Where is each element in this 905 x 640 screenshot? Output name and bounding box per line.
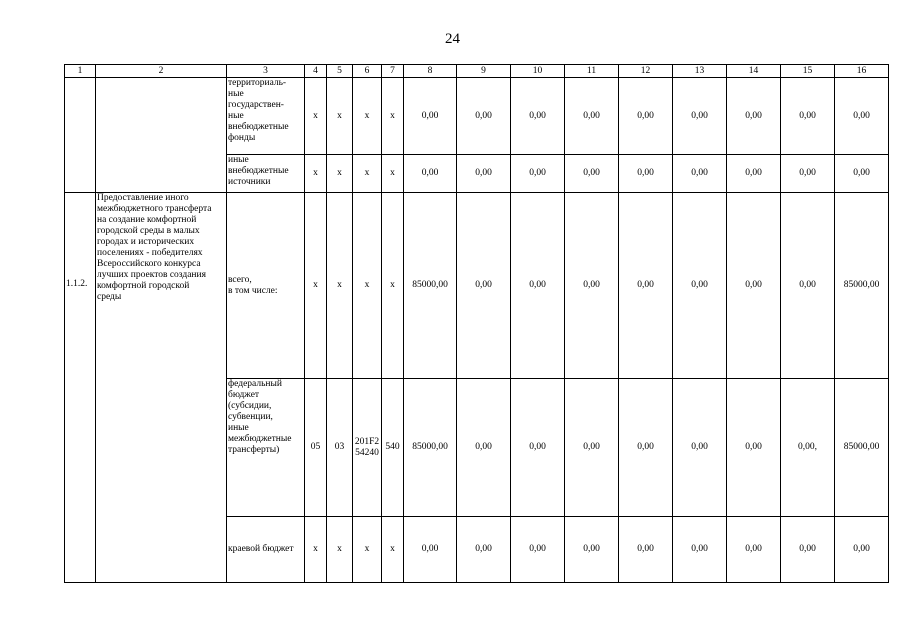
code-cell: x bbox=[305, 193, 327, 379]
amount-cell: 0,00 bbox=[404, 78, 457, 155]
item-number-cell-empty bbox=[65, 78, 96, 193]
code-cell: 05 bbox=[305, 379, 327, 517]
amount-cell: 0,00 bbox=[457, 155, 511, 193]
amount-cell: 0,00 bbox=[457, 379, 511, 517]
funding-source: краевой бюджет bbox=[227, 517, 305, 583]
amount-cell: 0,00 bbox=[727, 517, 781, 583]
amount-cell: 0,00 bbox=[673, 78, 727, 155]
amount-cell: 0,00 bbox=[619, 155, 673, 193]
funding-source: территориаль- ные государствен- ные внебюджетные фонды bbox=[227, 78, 305, 155]
code-cell: x bbox=[305, 78, 327, 155]
amount-cell: 0,00 bbox=[565, 379, 619, 517]
column-number: 15 bbox=[781, 65, 835, 78]
amount-cell: 0,00 bbox=[511, 193, 565, 379]
column-number: 13 bbox=[673, 65, 727, 78]
code-cell: 540 bbox=[382, 379, 404, 517]
amount-cell: 0,00 bbox=[781, 193, 835, 379]
amount-cell: 0,00 bbox=[404, 517, 457, 583]
code-cell: x bbox=[353, 193, 382, 379]
amount-cell: 0,00 bbox=[673, 379, 727, 517]
amount-cell: 0,00 bbox=[404, 155, 457, 193]
column-number: 9 bbox=[457, 65, 511, 78]
funding-source: всего, в том числе: bbox=[227, 193, 305, 379]
amount-cell: 0,00 bbox=[619, 78, 673, 155]
amount-cell: 0,00 bbox=[511, 78, 565, 155]
amount-cell: 0,00 bbox=[457, 193, 511, 379]
code-cell: x bbox=[353, 517, 382, 583]
amount-cell: 0,00 bbox=[781, 78, 835, 155]
funding-source: федеральный бюджет (субсидии, субвенции, иные межбюджетные трансферты) bbox=[227, 379, 305, 517]
code-cell: x bbox=[382, 155, 404, 193]
table-row bbox=[65, 78, 889, 155]
amount-cell: 85000,00 bbox=[404, 379, 457, 517]
column-number: 2 bbox=[96, 65, 227, 78]
code-cell: x bbox=[305, 155, 327, 193]
amount-cell: 0,00 bbox=[511, 379, 565, 517]
amount-cell: 0,00 bbox=[565, 193, 619, 379]
code-cell: x bbox=[382, 193, 404, 379]
column-number: 10 bbox=[511, 65, 565, 78]
amount-cell: 0,00 bbox=[511, 155, 565, 193]
code-cell: x bbox=[305, 517, 327, 583]
code-cell: x bbox=[353, 155, 382, 193]
column-number-row bbox=[65, 65, 889, 78]
code-cell: x bbox=[382, 78, 404, 155]
budget-table bbox=[64, 64, 889, 583]
code-cell: 201F2 54240 bbox=[353, 379, 382, 517]
column-number: 16 bbox=[835, 65, 889, 78]
column-number: 4 bbox=[305, 65, 327, 78]
column-number: 14 bbox=[727, 65, 781, 78]
code-cell: x bbox=[327, 78, 353, 155]
funding-source: иные внебюджетные источники bbox=[227, 155, 305, 193]
amount-cell: 0,00 bbox=[781, 155, 835, 193]
item-number: 1.1.2. bbox=[65, 193, 96, 583]
amount-cell: 0,00 bbox=[727, 155, 781, 193]
amount-cell: 85000,00 bbox=[835, 379, 889, 517]
amount-cell: 85000,00 bbox=[404, 193, 457, 379]
amount-cell: 0,00 bbox=[565, 78, 619, 155]
amount-cell: 0,00, bbox=[781, 379, 835, 517]
amount-cell: 85000,00 bbox=[835, 193, 889, 379]
amount-cell: 0,00 bbox=[835, 517, 889, 583]
item-name: Предоставление иного межбюджетного трансферта на создание комфортной городской среды в малых городах и исторических поселениях - победителях Всероссийского конкурса лучших проектов создания комфортной городской среды bbox=[96, 193, 227, 583]
amount-cell: 0,00 bbox=[457, 517, 511, 583]
column-number: 1 bbox=[65, 65, 96, 78]
column-number: 8 bbox=[404, 65, 457, 78]
amount-cell: 0,00 bbox=[727, 193, 781, 379]
column-number: 11 bbox=[565, 65, 619, 78]
amount-cell: 0,00 bbox=[619, 379, 673, 517]
column-number: 6 bbox=[353, 65, 382, 78]
amount-cell: 0,00 bbox=[727, 379, 781, 517]
amount-cell: 0,00 bbox=[781, 517, 835, 583]
amount-cell: 0,00 bbox=[835, 155, 889, 193]
amount-cell: 0,00 bbox=[565, 155, 619, 193]
code-cell: x bbox=[327, 155, 353, 193]
amount-cell: 0,00 bbox=[727, 78, 781, 155]
item-name-cell-empty bbox=[96, 78, 227, 193]
code-cell: x bbox=[382, 517, 404, 583]
code-cell: x bbox=[327, 517, 353, 583]
table-row bbox=[65, 193, 889, 379]
amount-cell: 0,00 bbox=[673, 155, 727, 193]
column-number: 5 bbox=[327, 65, 353, 78]
amount-cell: 0,00 bbox=[835, 78, 889, 155]
amount-cell: 0,00 bbox=[511, 517, 565, 583]
amount-cell: 0,00 bbox=[619, 193, 673, 379]
amount-cell: 0,00 bbox=[673, 193, 727, 379]
amount-cell: 0,00 bbox=[565, 517, 619, 583]
code-cell: x bbox=[353, 78, 382, 155]
code-cell: 03 bbox=[327, 379, 353, 517]
amount-cell: 0,00 bbox=[457, 78, 511, 155]
column-number: 7 bbox=[382, 65, 404, 78]
amount-cell: 0,00 bbox=[673, 517, 727, 583]
amount-cell: 0,00 bbox=[619, 517, 673, 583]
page-number: 24 bbox=[445, 31, 460, 47]
code-cell: x bbox=[327, 193, 353, 379]
column-number: 12 bbox=[619, 65, 673, 78]
column-number: 3 bbox=[227, 65, 305, 78]
